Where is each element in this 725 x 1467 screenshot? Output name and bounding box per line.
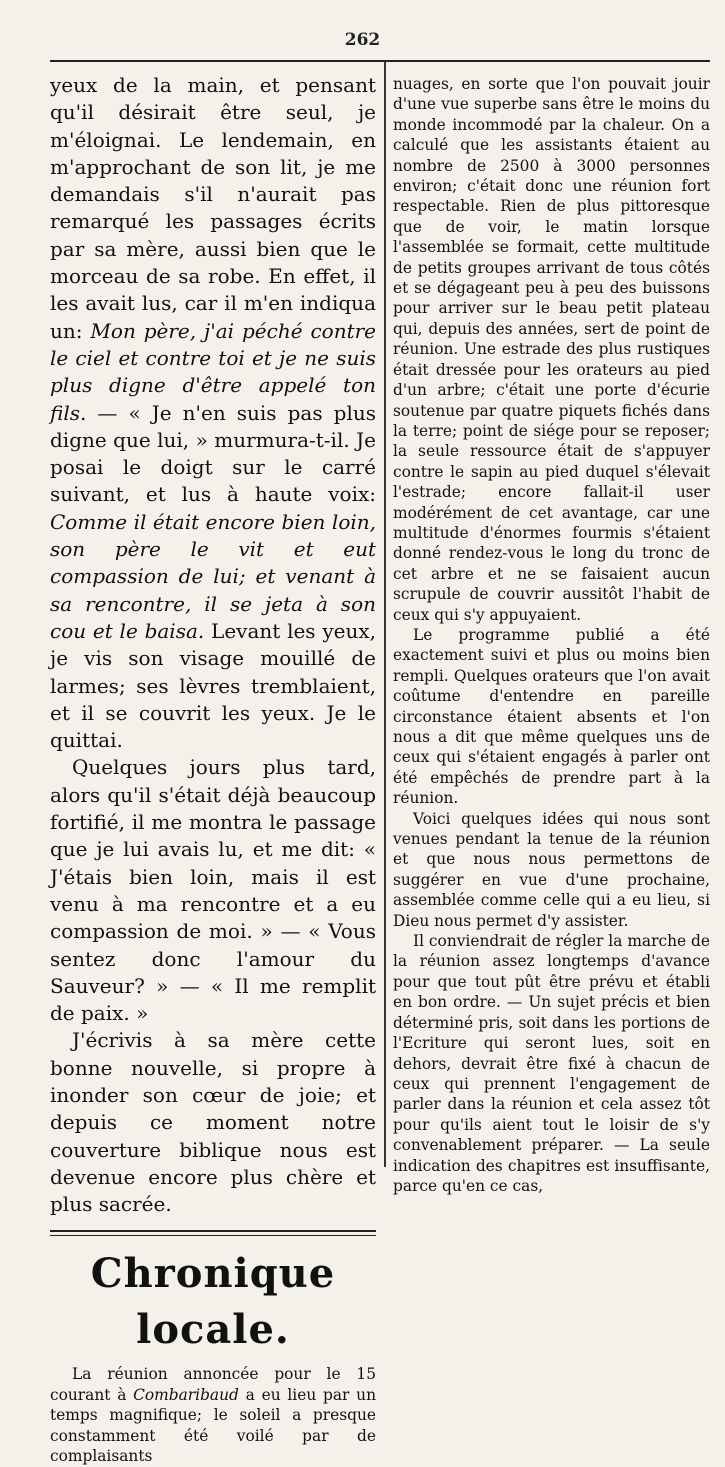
section-rule bbox=[50, 1230, 376, 1236]
paragraph bbox=[50, 72, 376, 754]
paragraph: Voici quelques idées qui nous sont venues pendant la tenue de la réunion et que nous nous permettons de suggérer en vue d'une prochaine, assemblée comme celle qui a eu lieu, si Dieu nous permet d'y assister. bbox=[393, 809, 710, 930]
paragraph: Il conviendrait de régler la marche de la réunion assez longtemps d'avance pour que tout pût être prévu et établi en bon ordre. — Un sujet précis et bien déterminé pris, soit dans les portions de l'Ecriture qui seront lues, soit en dehors, devrait être fixé à chacun de ceux qui prennent l'engagement de parler dans la réunion et cela assez tôt pour qu'ils aient tout le loisir de s'y convenablement préparer. — La seule indication des chapitres est insuffisante, parce qu'en ce cas, bbox=[393, 932, 710, 1195]
header-rule bbox=[50, 60, 710, 62]
paragraph: Le programme publié a été exactement suivi et plus ou moins bien rempli. Quelques orateurs que l'on avait coûtume d'entendre en pareille circonstance étaient absents et l'on nous a dit que même quelques uns de ceux qui s'étaient engagés à parler ont été empêchés de prendre part à la réunion. bbox=[393, 625, 710, 808]
text-run: yeux de la main, et pensant qu'il désirait être seul, je m'éloignai. Le lendemain, en m'approchant de son lit, je me demandais s'il n'aurait pas remarqué les passages écrits par sa mère, aussi bien que le morceau de sa robe. En effet, il les avait lus, car il m'en indiqua un: bbox=[50, 73, 376, 343]
page-number: 262 bbox=[344, 30, 381, 50]
paragraph: nuages, en sorte que l'on pouvait jouir d'une vue superbe sans être le moins du monde incommodé par la chaleur. On a calculé que les assistants étaient au nombre de 2500 à 3000 personnes environ; c'était donc une réunion fort respectable. Rien de plus pittoresque que de voir, le matin lorsque l'assemblée se formait, cette multitude de petits groupes arrivant de tous côtés et se dégageant peu à peu des buissons pour arriver sur le beau petit plateau qui, depuis des années, sert de point de réunion. Une estrade des plus rustiques était dressée pour les orateurs au pied d'un arbre; c'était une porte d'écurie soutenue par quatre piquets fichés dans la terre; point de siége pour se reposer; la seule ressource était de s'appuyer contre le sapin au pied duquel s'élevait l'estrade; encore fallait-il user modérément de cet avantage, car une multitude d'énormes fourmis s'étaient donné rendez-vous le long du tronc de cet arbre et ne se faisaient aucun scrupule de couvrir aussitôt l'habit de ceux qui s'y appuyaient. bbox=[393, 75, 710, 624]
paragraph bbox=[50, 1364, 376, 1466]
section-title: Chronique locale. bbox=[90, 1250, 336, 1354]
place-name: Combaribaud bbox=[133, 1385, 239, 1404]
text-run: — « Je n'en suis pas plus digne que lui, » murmura-t-il. Je posai le doigt sur le carré suivant, et lus à haute voix: bbox=[50, 400, 376, 507]
paragraph: Quelques jours plus tard, alors qu'il s'était déjà beaucoup fortifié, il me montra le passage que je lui avais lu, et me dit: « J'étais bien loin, mais il est venu à ma rencontre et a eu compassion de moi. » — « Vous sentez donc l'amour du Sauveur? » — « Il me remplit de paix. » bbox=[50, 755, 376, 1026]
column-divider bbox=[384, 62, 386, 1167]
text-run: a eu lieu par un temps magnifique; le soleil a presque constamment été voilé par de complaisants bbox=[50, 1385, 376, 1466]
right-column bbox=[393, 74, 710, 1196]
italic-quote: Comme il était encore bien loin, son père le vit et eut compassion de lui; et venant à sa rencontre, il se jeta à son cou et le baisa. bbox=[50, 509, 376, 643]
text-run: La réunion annoncée pour le 15 courant à bbox=[50, 1365, 376, 1404]
left-column bbox=[50, 72, 376, 1467]
paragraph: J'écrivis à sa mère cette bonne nouvelle, si propre à inonder son cœur de joie; et depuis ce moment notre couverture biblique nous est devenue encore plus chère et plus sacrée. bbox=[50, 1028, 376, 1217]
text-run: Levant les yeux, je vis son visage mouillé de larmes; ses lèvres tremblaient, et il se couvrit les yeux. Je le quittai. bbox=[50, 618, 377, 753]
italic-quote: Mon père, j'ai péché contre le ciel et contre toi et je ne suis plus digne d'être appelé ton fils. bbox=[50, 318, 377, 425]
